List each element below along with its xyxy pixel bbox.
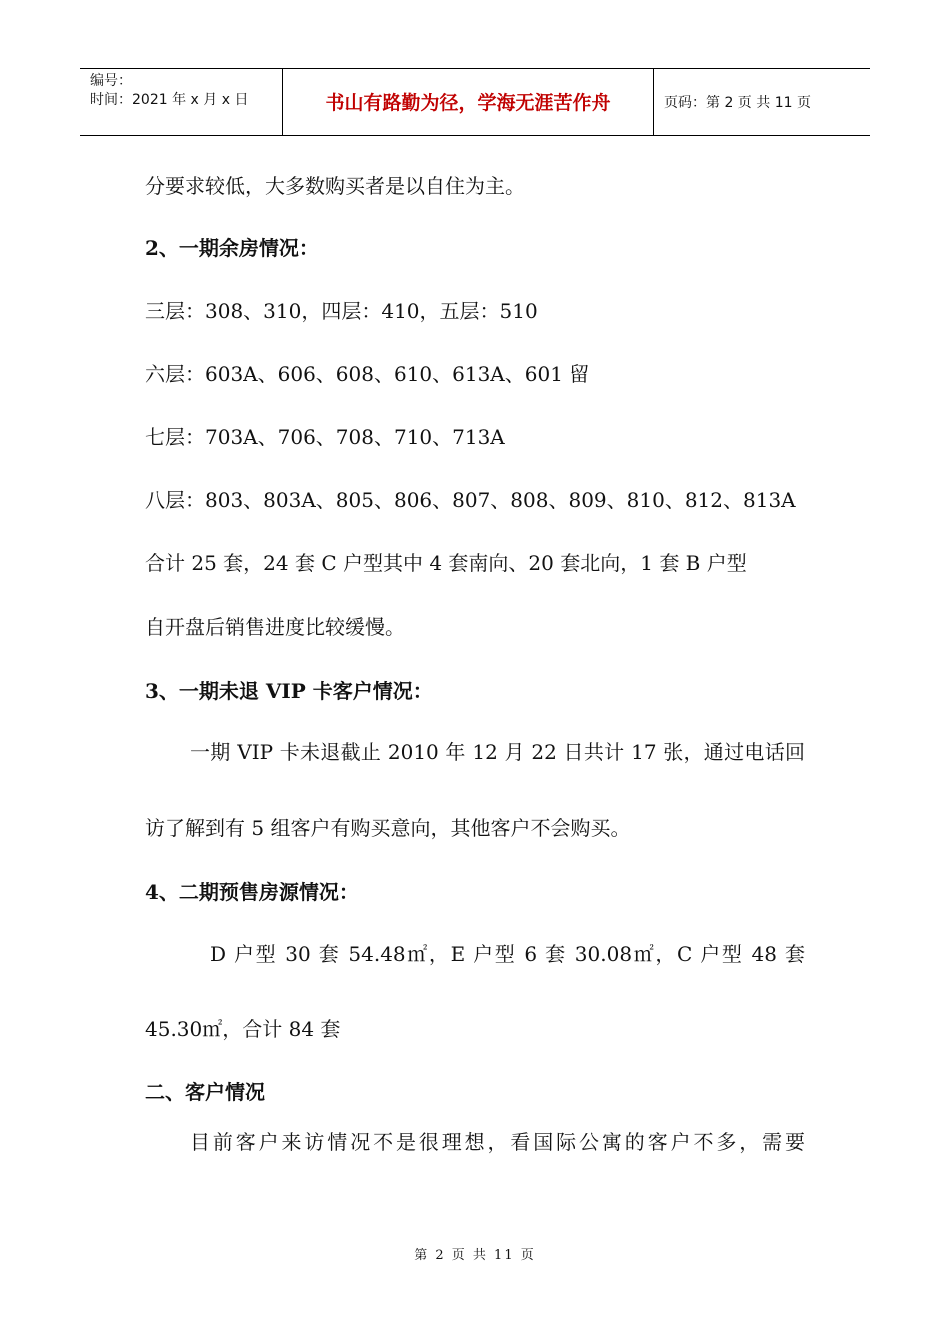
floor-8-line: 八层：803、803A、805、806、807、808、809、810、812、813A (145, 488, 796, 512)
header-page-info: 页码：第 2 页 共 11 页 (664, 95, 811, 111)
progress-line: 自开盘后销售进度比较缓慢。 (145, 615, 405, 639)
section-heading-4: 4、二期预售房源情况： (145, 880, 359, 904)
page-footer: 第 2 页 共 11 页 (414, 1248, 536, 1263)
doc-time-label: 时间：2021 年 x 月 x 日 (90, 92, 249, 108)
presale-line-1: D 户型 30 套 54.48㎡，E 户型 6 套 30.08㎡，C 户型 48 套 (210, 942, 805, 966)
header-motto: 书山有路勤为径，学海无涯苦作舟 (282, 69, 654, 135)
vip-paragraph-line-1: 一期 VIP 卡未退截止 2010 年 12 月 22 日共计 17 张，通过电话回 (190, 740, 805, 764)
customer-paragraph-line-1: 目前客户来访情况不是很理想，看国际公寓的客户不多，需要 (190, 1130, 805, 1154)
doc-number-label: 编号： (90, 73, 132, 89)
section-heading-3: 3、一期未退 VIP 卡客户情况： (145, 679, 433, 703)
presale-line-2: 45.30㎡，合计 84 套 (145, 1017, 341, 1041)
paragraph-line: 分要求较低，大多数购买者是以自住为主。 (145, 174, 525, 198)
vip-paragraph-line-2: 访了解到有 5 组客户有购买意向，其他客户不会购买。 (145, 816, 631, 840)
header-meta (80, 69, 282, 135)
floor-7-line: 七层：703A、706、708、710、713A (145, 425, 505, 449)
page-header (80, 68, 870, 136)
floor-3-line: 三层：308、310，四层：410，五层：510 (145, 299, 538, 323)
section-heading-2: 2、一期余房情况： (145, 236, 319, 260)
section-heading-customers: 二、客户情况 (145, 1080, 265, 1104)
floor-6-line: 六层：603A、606、608、610、613A、601 留 (145, 362, 590, 386)
total-line: 合计 25 套，24 套 C 户型其中 4 套南向、20 套北向，1 套 B 户型 (145, 551, 747, 575)
